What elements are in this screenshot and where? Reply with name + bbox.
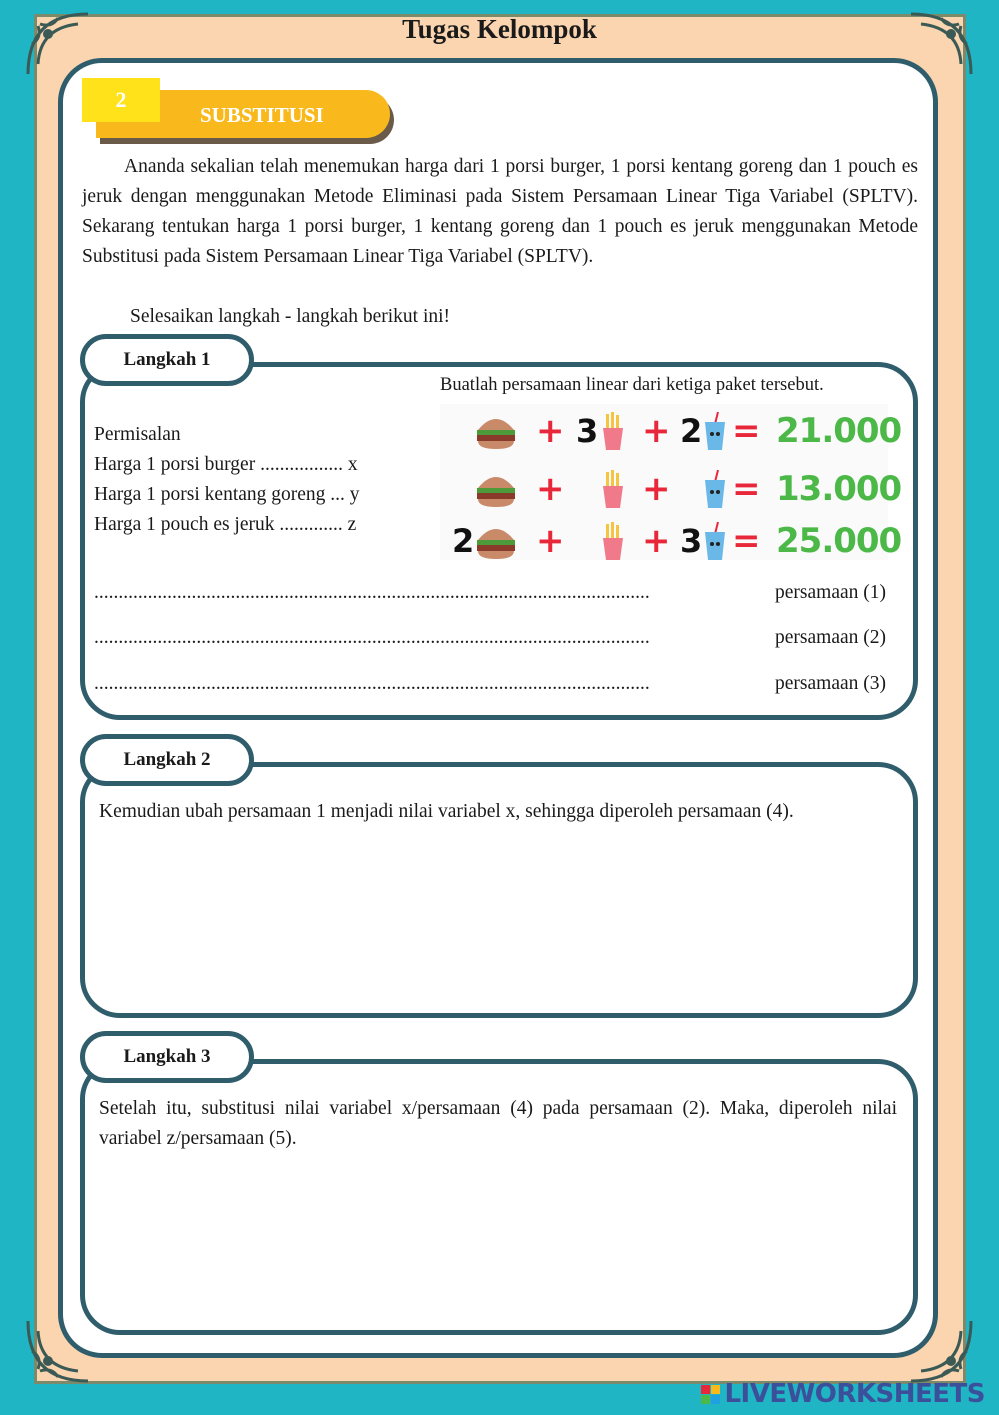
answer-blank[interactable]: ..................................................................................................................	[94, 582, 650, 603]
burger-icon	[474, 470, 518, 510]
answer-line-2[interactable]	[94, 627, 886, 649]
variable-y-definition: Harga 1 porsi kentang goreng ... y	[94, 484, 360, 505]
intro-paragraph: Ananda sekalian telah menemukan harga dari 1 porsi burger, 1 porsi kentang goreng dan 1 pouch es jeruk dengan menggunakan Metode Eliminasi pada Sistem Persamaan Linear Tiga Variabel (SPLTV). Sekarang tentukan harga 1 porsi burger, 1 kentang goreng dan 1 pouch es jeruk menggunakan Metode Substitusi pada Sistem Persamaan Linear Tiga Variabel (SPLTV).	[82, 156, 918, 267]
step1-caption: Buatlah persamaan linear dari ketiga paket tersebut.	[440, 375, 824, 395]
page-title: Tugas Kelompok	[402, 14, 597, 44]
drink-icon	[702, 522, 728, 562]
equals-sign: =	[732, 411, 761, 451]
answer-line-1[interactable]	[94, 582, 886, 604]
section-number-badge: 2	[82, 78, 160, 122]
equation-row	[440, 464, 902, 514]
plus-sign: +	[642, 411, 671, 451]
plus-sign: +	[536, 411, 565, 451]
package-total: 25.000	[776, 521, 902, 561]
equals-sign: =	[732, 521, 761, 561]
drink-coefficient: 2	[680, 412, 703, 450]
drink-icon	[702, 412, 728, 452]
logo-icon	[701, 1385, 720, 1404]
section-name-banner: SUBSTITUSI	[96, 90, 390, 138]
variable-z-definition: Harga 1 pouch es jeruk ............. z	[94, 514, 357, 535]
equation-label: persamaan (3)	[775, 673, 886, 694]
equation-label: persamaan (2)	[775, 627, 886, 648]
equation-row	[440, 516, 902, 566]
burger-coefficient: 2	[452, 522, 475, 560]
step2-tab: Langkah 2	[80, 734, 254, 786]
step2-instruction: Kemudian ubah persamaan 1 menjadi nilai variabel x, sehingga diperoleh persamaan (4).	[99, 801, 794, 822]
fries-icon	[600, 470, 626, 510]
answer-line-3[interactable]	[94, 673, 886, 695]
burger-icon	[474, 412, 518, 452]
instruction-text: Selesaikan langkah - langkah berikut ini!	[130, 306, 451, 327]
equation-label: persamaan (1)	[775, 582, 886, 603]
plus-sign: +	[642, 469, 671, 509]
burger-icon	[474, 522, 518, 562]
fries-coefficient: 3	[576, 412, 599, 450]
fries-icon	[600, 522, 626, 562]
plus-sign: +	[536, 521, 565, 561]
equation-row	[440, 406, 902, 456]
package-total: 21.000	[776, 411, 902, 451]
plus-sign: +	[642, 521, 671, 561]
permisalan-title: Permisalan	[94, 424, 181, 445]
equals-sign: =	[732, 469, 761, 509]
equation-picture	[440, 404, 902, 561]
step3-tab: Langkah 3	[80, 1031, 254, 1083]
answer-blank[interactable]: ..................................................................................................................	[94, 627, 650, 648]
package-total: 13.000	[776, 469, 902, 509]
step1-tab: Langkah 1	[80, 334, 254, 386]
drink-icon	[702, 470, 728, 510]
answer-blank[interactable]: ..................................................................................................................	[94, 673, 650, 694]
plus-sign: +	[536, 469, 565, 509]
drink-coefficient: 3	[680, 522, 703, 560]
fries-icon	[600, 412, 626, 452]
variable-x-definition: Harga 1 porsi burger ................. x	[94, 454, 358, 475]
logo-text: LIVEWORKSHEETS	[724, 1379, 985, 1409]
step3-instruction: Setelah itu, substitusi nilai variabel x/persamaan (4) pada persamaan (2). Maka, diperoleh nilai variabel z/persamaan (5).	[99, 1098, 897, 1149]
liveworksheets-logo[interactable]	[701, 1379, 985, 1409]
